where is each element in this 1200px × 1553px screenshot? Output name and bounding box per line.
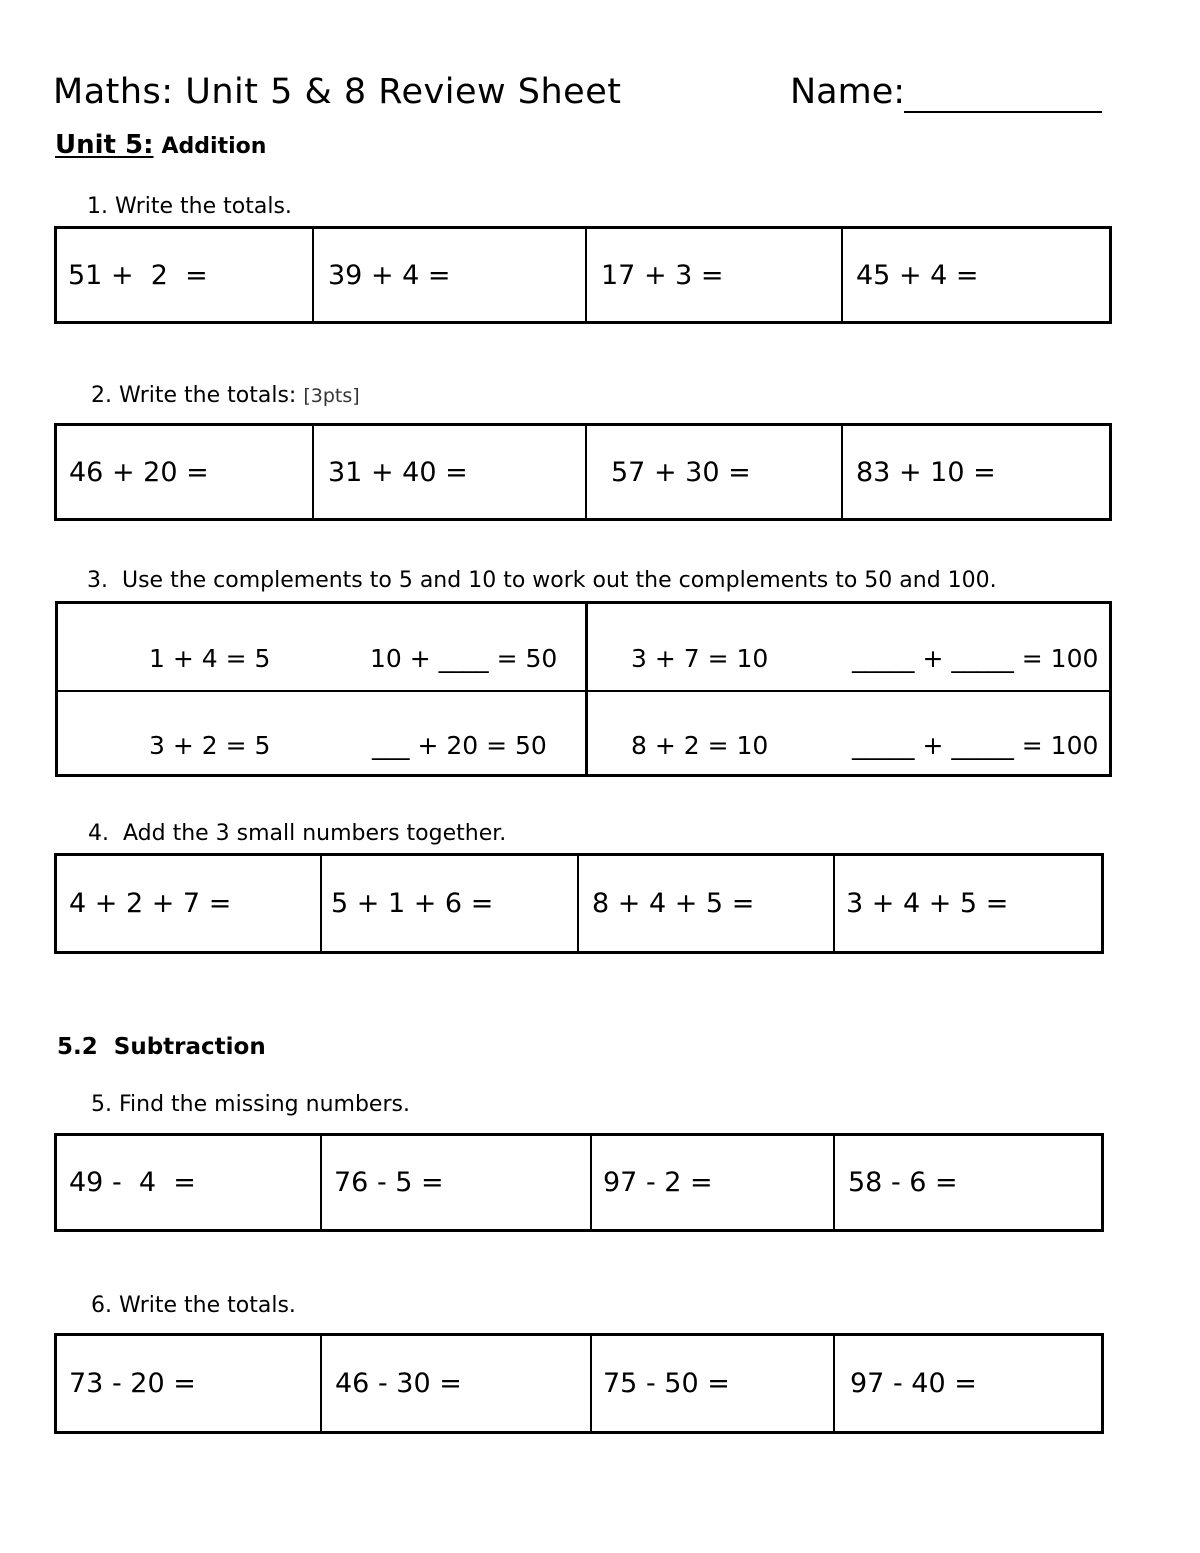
question-6-cell[interactable] [592, 1336, 835, 1431]
question-6-cell[interactable] [835, 1336, 1101, 1431]
question-5-table [54, 1133, 1104, 1232]
cell-text: 58 - 6 = [848, 1167, 958, 1198]
question-2-text: 2. Write the totals: [91, 383, 297, 408]
question-2-points: [3pts] [303, 385, 360, 407]
question-4-cell[interactable] [835, 856, 1101, 951]
question-2-table [54, 423, 1112, 521]
complement-fact: 3 + 2 = 5 [149, 731, 271, 760]
question-2-prompt [91, 383, 360, 408]
subtraction-heading: 5.2 Subtraction [57, 1034, 266, 1060]
complement-blank[interactable]: ___ + 20 = 50 [372, 731, 547, 760]
page-title: Maths: Unit 5 & 8 Review Sheet [53, 72, 622, 112]
question-3-prompt: 3. Use the complements to 5 and 10 to work out the complements to 50 and 100. [87, 568, 997, 593]
question-4-cell[interactable] [57, 856, 322, 951]
question-6-cell[interactable] [57, 1336, 322, 1431]
complement-blank[interactable]: 10 + ____ = 50 [370, 644, 558, 673]
question-5-prompt: 5. Find the missing numbers. [91, 1092, 410, 1117]
cell-text: 46 - 30 = [335, 1368, 462, 1399]
question-5-cell[interactable] [835, 1136, 1101, 1229]
cell-text: 17 + 3 = [601, 259, 724, 291]
question-5-cell[interactable] [57, 1136, 322, 1229]
question-6-cell[interactable] [322, 1336, 592, 1431]
cell-text: 97 - 2 = [603, 1167, 713, 1198]
complement-fact: 3 + 7 = 10 [631, 644, 769, 673]
question-4-cell[interactable] [579, 856, 835, 951]
cell-text: 57 + 30 = [611, 456, 751, 488]
question-1-cell[interactable] [843, 229, 1109, 321]
question-1-prompt: 1. Write the totals. [87, 194, 292, 219]
name-blank-line[interactable] [904, 111, 1102, 113]
cell-text: 5 + 1 + 6 = [331, 888, 494, 919]
complements-table [55, 601, 1112, 777]
cell-text: 3 + 4 + 5 = [846, 888, 1009, 919]
cell-text: 45 + 4 = [856, 259, 979, 291]
unit-topic: Addition [161, 134, 267, 159]
question-2-cell[interactable] [314, 426, 587, 518]
complement-fact: 1 + 4 = 5 [149, 644, 271, 673]
question-6-prompt: 6. Write the totals. [91, 1293, 296, 1318]
complement-fact: 8 + 2 = 10 [631, 731, 769, 760]
cell-text: 97 - 40 = [850, 1368, 977, 1399]
question-4-prompt: 4. Add the 3 small numbers together. [88, 821, 507, 846]
question-5-cell[interactable] [322, 1136, 592, 1229]
cell-text: 39 + 4 = [328, 259, 451, 291]
unit-label: Unit 5: [55, 130, 154, 160]
question-1-cell[interactable] [57, 229, 314, 321]
cell-text: 8 + 4 + 5 = [592, 888, 755, 919]
question-2-cell[interactable] [843, 426, 1109, 518]
question-1-cell[interactable] [314, 229, 587, 321]
cell-text: 73 - 20 = [69, 1368, 196, 1399]
question-1-table [54, 226, 1112, 324]
cell-text: 83 + 10 = [856, 456, 996, 488]
unit-heading [55, 130, 266, 160]
question-5-cell[interactable] [592, 1136, 835, 1229]
table-divider [58, 690, 1109, 692]
question-4-table [54, 853, 1104, 954]
cell-text: 51 + 2 = [68, 259, 208, 291]
question-4-cell[interactable] [322, 856, 579, 951]
cell-text: 76 - 5 = [334, 1167, 444, 1198]
cell-text: 75 - 50 = [603, 1368, 730, 1399]
cell-text: 46 + 20 = [69, 456, 209, 488]
question-2-cell[interactable] [587, 426, 843, 518]
question-1-cell[interactable] [587, 229, 843, 321]
cell-text: 31 + 40 = [328, 456, 468, 488]
complement-blank[interactable]: _____ + _____ = 100 [852, 644, 1099, 673]
cell-text: 4 + 2 + 7 = [69, 888, 232, 919]
question-2-cell[interactable] [57, 426, 314, 518]
table-divider [585, 604, 588, 774]
question-6-table [54, 1333, 1104, 1434]
complement-blank[interactable]: _____ + _____ = 100 [852, 731, 1099, 760]
name-label: Name: [790, 72, 906, 112]
cell-text: 49 - 4 = [69, 1167, 196, 1198]
